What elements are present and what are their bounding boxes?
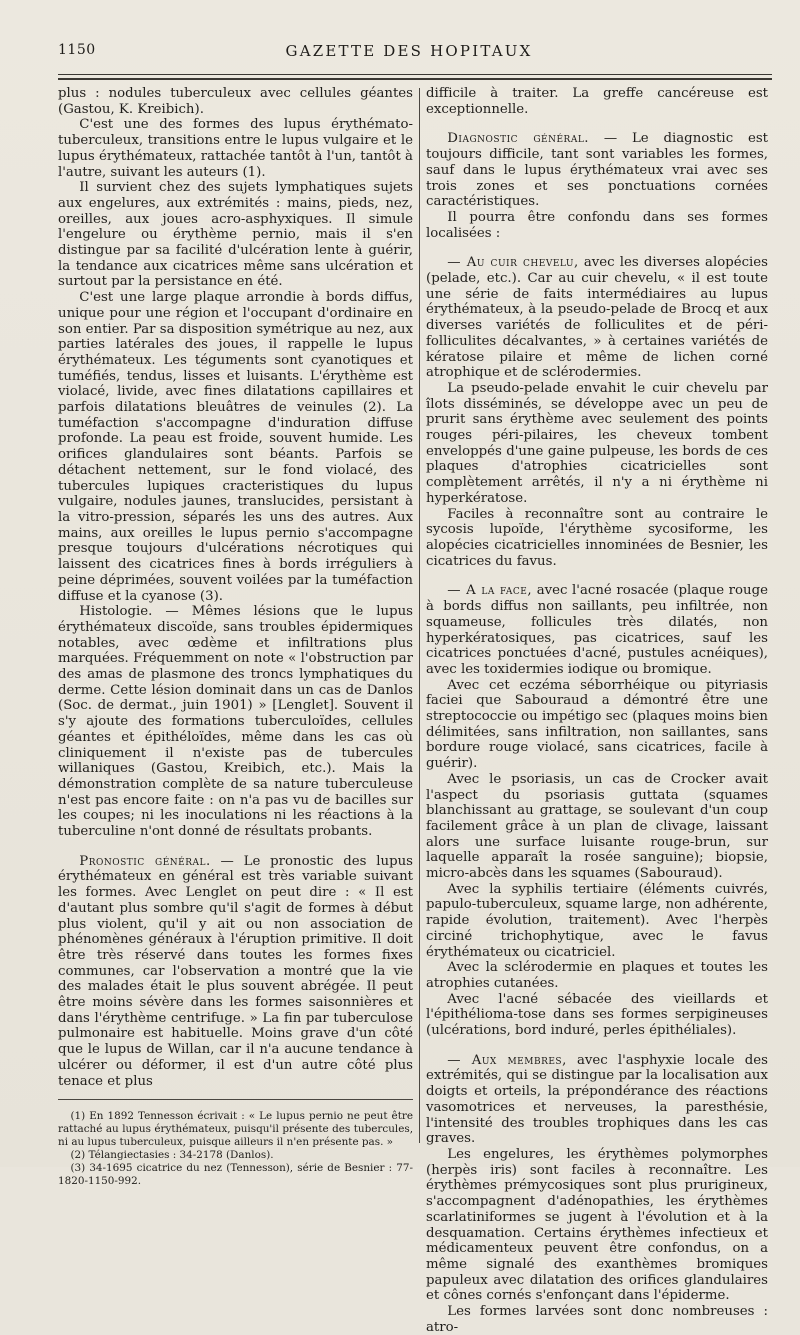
paragraph-membres <box>426 1053 768 1147</box>
paragraph: Les formes larvées sont donc nombreuses : atro- <box>426 1304 768 1335</box>
paragraph: difficile à traiter. La greffe cancéreuse est exceptionnelle. <box>426 86 768 117</box>
header-rule <box>58 74 772 75</box>
footnote: (1) En 1892 Tennesson écrivait : « Le lupus pernio ne peut être rattaché au lupus érythémateux, puisqu'il présente des tubercules, ni au lupus tuberculeux, puisque ailleurs il n'en présente pas. » <box>58 1110 413 1149</box>
footnote: (3) 34-1695 cicatrice du nez (Tennesson), série de Besnier : 77-1820-1150-992. <box>58 1162 413 1188</box>
paragraph-histologie: Histologie. — Mêmes lésions que le lupus érythémateux discoïde, sans troubles épidermiques notables, avec œdème et infiltrations plus marquées. Fréquemment on note « l'obstruction par des amas de plasmone des troncs lymphatiques du derme. Cette lésion dominait dans un cas de Danlos (Soc. de dermat., juin 1901) » [Lenglet]. Souvent il s'y ajoute des formations tuberculoïdes, cellules géantes et épithéloïdes, même dans les cas où cliniquement il n'existe pas de tubercules willaniques (Gastou, Kreibich, etc.). Mais la démonstration complète de sa nature tuberculeuse n'est pas encore faite : on n'a pas vu de bacilles sur les coupes; ni les inoculations ni les réactions à la tuberculine n'ont donné de résultats probants. <box>58 604 413 840</box>
section-text: — Le pronostic des lupus érythémateux en général est très variable suivant les formes. Avec Lenglet on peut dire : « Il est d'autant plus sombre qu'il s'agit de formes à début plus violent, qu'il y ait ou non association de phénomènes généraux à l'éruption primitive. Il doit être très réservé dans toutes les formes fixes communes, car l'observation a montré que la vie des malades était le plus souvent abrégée. Il peut être moins sévère dans les formes saisonnières et dans l'érythème centrifuge. » La fin par tuberculose pulmonaire est habituelle. Moins grave d'un côté que le lupus de Willan, car il n'a aucune tendance à ulcérer ou déformer, il est d'un autre côté plus tenace et plus <box>58 853 414 1089</box>
section-text: avec les diverses alopécies (pelade, etc.). Car au cuir chevelu, « il est toute une série de faits intermédiaires au lupus érythémateux, à la pseudo-pelade de Brocq et aux diverses variétés de folliculites et de péri-folliculites décalvantes, » à certaines variétés de kératose pilaire et même de lichen corné atrophique et de sclérodermies. <box>426 255 769 381</box>
section-text: avec l'acné rosacée (plaque rouge à bords diffus non saillants, peu infiltrée, non squameuse, follicules très dilatés, non hyperkératosiques, pas cicatrices, sauf les cicatrices ponctuées d'acné, pustules acnéiques), avec les toxidermies iodique ou bromique. <box>426 583 768 677</box>
paragraph: Avec cet eczéma séborrhéique ou pityriasis faciei que Sabouraud a démontré être une streptococcie ou impétigo sec (plaques moins bien délimitées, sans infiltration, non saillantes, sans bordure rouge violacé, sans cicatrices, facile à guérir). <box>426 677 768 772</box>
section-lead: — Aux membres, <box>447 1052 567 1068</box>
section-lead: — A la face, <box>447 583 533 599</box>
page-header <box>58 42 760 70</box>
header-rule-thick <box>58 78 772 80</box>
page-number: 1150 <box>58 42 96 58</box>
paragraph-face <box>426 583 768 677</box>
section-lead: Pronostic général. <box>79 853 211 869</box>
paragraph: Avec l'acné sébacée des vieillards et l'épithélioma-tose dans ses formes serpigineuses (ulcérations, bord induré, perles épithéliales). <box>426 991 768 1039</box>
paragraph: Il pourra être confondu dans ses formes localisées : <box>426 209 768 241</box>
column-divider <box>419 88 420 1143</box>
paragraph: plus : nodules tuberculeux avec cellules géantes (Gastou, K. Kreibich). <box>58 86 413 117</box>
paragraph: Avec le psoriasis, un cas de Crocker avait l'aspect du psoriasis guttata (squames blanchissant au grattage, se soulevant d'un coup facilement grâce à un plan de clivage, laissant alors une surface luisante rouge-brun, sur laquelle apparaît la rosée sanguine); biopsie, micro-abcès dans les squames (Sabouraud). <box>426 771 768 882</box>
paragraph-cuir-chevelu <box>426 255 768 381</box>
footnote: (2) Télangiectasies : 34-2178 (Danlos). <box>70 1149 274 1162</box>
section-text: — Le diagnostic est toujours difficile, tant sont variables les formes, sauf dans le lupus érythémateux vrai avec ses trois zones et ses ponctuations cornées caractéristiques. <box>426 131 768 210</box>
paragraph-pronostic <box>58 854 413 1090</box>
right-column <box>426 86 769 1335</box>
paragraph: Avec la syphilis tertiaire (éléments cuivrés, papulo-tuberculeux, squame large, non adhérente, rapide évolution, traitement). Avec l'herpès circiné trichophytique, avec le favus érythémateux ou cicatriciel. <box>426 881 768 960</box>
paragraph: C'est une des formes des lupus érythémato-tuberculeux, transitions entre le lupus vulgaire et le lupus érythémateux, rattachée tantôt à l'un, tantôt à l'autre, suivant les auteurs (1). <box>58 117 413 180</box>
paragraph: Les engelures, les érythèmes polymorphes (herpès iris) sont faciles à reconnaître. Les érythèmes prémycosiques sont plus prurigineux, s'accompagnent d'adénopathies, les érythèmes scarlatiniformes se jugent à l'évolution et à la desquamation. Certains érythèmes infectieux et médicamenteux peuvent être confondus, on a même signalé des exanthèmes bromiques papuleux avec dilatation des orifices glandulaires et cônes cornés s'enfonçant dans l'épiderme. <box>426 1147 768 1304</box>
paragraph: C'est une large plaque arrondie à bords diffus, unique pour une région et l'occupant d'ordinaire en son entier. Par sa disposition symétrique au nez, aux parties latérales des joues, il rappelle le lupus érythémateux. Les téguments sont cyanotiques et tuméfiés, tendus, lisses et luisants. L'érythème est violacé, livide, avec fines dilatations capillaires et parfois dilatations bleuâtres de veinules (2). La tuméfaction s'accompagne d'induration diffuse profonde. La peau est froide, souvent humide. Les orifices glandulaires sont béants. Parfois se détachent nettement, sur le fond violacé, des tubercules lupiques cracteristiques du lupus vulgaire, nodules jaunes, translucides, persistant à la vitro-pression, séparés les uns des autres. Aux mains, aux oreilles le lupus pernio s'accompagne presque toujours d'ulcérations nécrotiques qui laissent des cicatrices fines à bords irréguliers à peine déprimées, souvent voilées par la tuméfaction diffuse et la cyanose (3). <box>58 290 413 604</box>
paragraph: La pseudo-pelade envahit le cuir chevelu par îlots disséminés, se développe avec un peu de prurit sans érythème avec seulement des points rouges péri-pilaires, les cheveux tombent enveloppés d'une gaine pulpeuse, les bords de ces plaques d'atrophies cicatricielles sont complètement arrêtés, il n'y a ni érythème ni hyperkératose. <box>426 380 768 506</box>
left-column <box>58 86 414 1188</box>
section-lead: Diagnostic général. <box>447 131 590 147</box>
footnotes <box>58 1099 413 1188</box>
paragraph: Il survient chez des sujets lymphatiques sujets aux engelures, aux extrémités : mains, pieds, nez, oreilles, aux joues acro-asphyxiques. Il simule l'engelure ou érythème pernio, mais il s'en distingue par sa facilité d'ulcération lente à guérir, la tendance aux cicatrices même sans ulcération et surtout par la persistance en été. <box>58 180 413 290</box>
paragraph: Faciles à reconnaître sont au contraire le sycosis lupoïde, l'érythème sycosiforme, les alopécies cicatricielles innominées de Besnier, les cicatrices du favus. <box>426 506 768 569</box>
section-lead: — Au cuir chevelu, <box>447 255 579 271</box>
paragraph: Avec la sclérodermie en plaques et toutes les atrophies cutanées. <box>426 960 768 991</box>
paragraph-diagnostic <box>426 131 768 210</box>
section-text: avec l'asphyxie locale des extrémités, qui se distingue par la localisation aux doigts et orteils, la prépondérance des réactions vasomotrices et nerveuses, la paresthésie, l'intensité des troubles trophiques dans les cas graves. <box>426 1052 768 1147</box>
running-title: GAZETTE DES HOPITAUX <box>285 42 533 60</box>
